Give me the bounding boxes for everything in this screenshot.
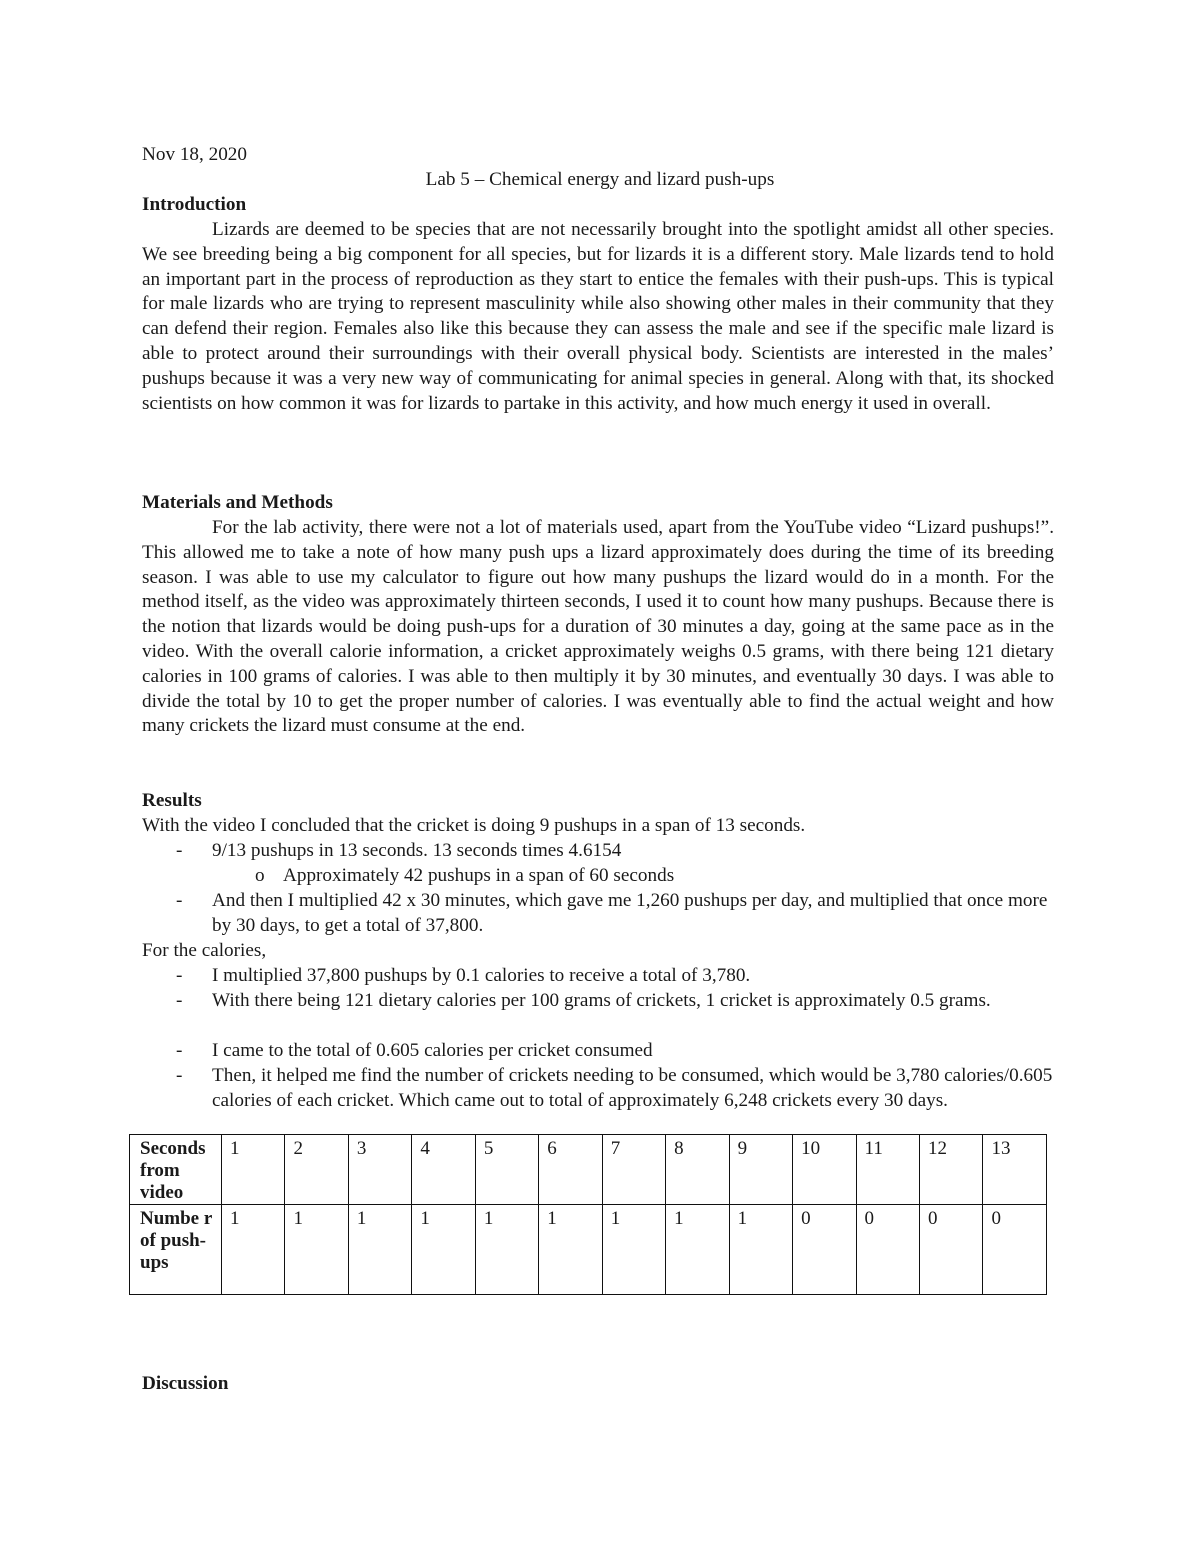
- materials-heading: Materials and Methods: [142, 492, 333, 513]
- table-cell: 8: [666, 1135, 729, 1205]
- table-cell: 1: [222, 1205, 285, 1295]
- table-cell: 3: [348, 1135, 411, 1205]
- list-item-text: I multiplied 37,800 pushups by 0.1 calories to receive a total of 3,780.: [212, 965, 751, 986]
- table-cell: 0: [793, 1205, 856, 1295]
- dash-marker: -: [176, 1065, 183, 1086]
- table-cell: 1: [729, 1205, 792, 1295]
- sub-list-item-text: Approximately 42 pushups in a span of 60 seconds: [283, 865, 675, 886]
- table-cell: 0: [919, 1205, 982, 1295]
- table-cell: 1: [285, 1205, 348, 1295]
- introduction-heading: Introduction: [142, 194, 247, 215]
- table-row-header: Numbe r of push-ups: [130, 1205, 222, 1295]
- table-cell: 1: [475, 1205, 538, 1295]
- table-cell: 7: [602, 1135, 665, 1205]
- table-cell: 1: [412, 1205, 475, 1295]
- table-cell: 11: [856, 1135, 919, 1205]
- table-row: [130, 1205, 1047, 1295]
- list-item-text: Then, it helped me find the number of crickets needing to be consumed, which would be 3,780 calories/0.605 calories of each cricket. Which came out to total of approximately 6,248 crickets every 30 days.: [212, 1065, 1053, 1111]
- dash-marker: -: [176, 1040, 183, 1061]
- introduction-text: Lizards are deemed to be species that are not necessarily brought into the spotlight amidst all other species. We see breeding being a big component for all species, but for lizards it is a different story. Male lizards tend to hold an important part in the process of reproduction as they start to entice the females with their push-ups. This is typical for male lizards who are trying to represent masculinity while also showing other males in their community that they can defend their region. Females also like this because they can assess the male and see if the specific male lizard is able to protect around their surroundings with their overall physical body. Scientists are interested in the males’ pushups because it was a very new way of communicating for animal species in general. Along with that, its shocked scientists on how common it was for lizards to partake in this activity, and how much energy it used in overall.: [142, 219, 1054, 414]
- table-cell: 5: [475, 1135, 538, 1205]
- calories-intro: For the calories,: [142, 940, 267, 961]
- dash-marker: -: [176, 965, 183, 986]
- list-item-text: 9/13 pushups in 13 seconds. 13 seconds times 4.6154: [212, 840, 622, 861]
- table-cell: 1: [539, 1205, 602, 1295]
- table-cell: 13: [983, 1135, 1047, 1205]
- materials-paragraph: [142, 516, 1054, 739]
- sub-bullet-marker: o: [255, 865, 265, 886]
- dash-marker: -: [176, 990, 183, 1011]
- pushups-table: [129, 1134, 1047, 1295]
- table-cell: 1: [666, 1205, 729, 1295]
- document-title: Lab 5 – Chemical energy and lizard push-ups: [425, 169, 775, 190]
- table-cell: 1: [348, 1205, 411, 1295]
- dash-marker: -: [176, 840, 183, 861]
- table-cell: 9: [729, 1135, 792, 1205]
- table-cell: 0: [856, 1205, 919, 1295]
- materials-text: For the lab activity, there were not a lot of materials used, apart from the YouTube video “Lizard pushups!”. This allowed me to take a note of how many push ups a lizard approximately does during the time of its breeding season. I was able to use my calculator to figure out how many pushups the lizard would do in a month. For the method itself, as the video was approximately thirteen seconds, I used it to count how many pushups. Because there is the notion that lizards would be doing push-ups for a duration of 30 minutes a day, going at the same pace as in the video. With the overall calorie information, a cricket approximately weighs 0.5 grams, with there being 121 dietary calories in 100 grams of calories. I was able to then multiply it by 30 minutes, and eventually 30 days. I was able to divide the total by 10 to get the proper number of calories. I was eventually able to find the actual weight and how many crickets the lizard must consume at the end.: [142, 517, 1054, 737]
- table-cell: 4: [412, 1135, 475, 1205]
- list-item-text: And then I multiplied 42 x 30 minutes, which gave me 1,260 pushups per day, and multiplied that once more by 30 days, to get a total of 37,800.: [212, 890, 1048, 936]
- dash-marker: -: [176, 890, 183, 911]
- list-item-text: With there being 121 dietary calories per 100 grams of crickets, 1 cricket is approximately 0.5 grams.: [212, 990, 991, 1011]
- introduction-paragraph: [142, 218, 1054, 416]
- list-item-text: I came to the total of 0.605 calories per cricket consumed: [212, 1040, 653, 1061]
- table-row: [130, 1135, 1047, 1205]
- discussion-heading: Discussion: [142, 1373, 229, 1394]
- results-intro: With the video I concluded that the cricket is doing 9 pushups in a span of 13 seconds.: [142, 815, 806, 836]
- table-cell: 10: [793, 1135, 856, 1205]
- table-row-header: Seconds from video: [130, 1135, 222, 1205]
- results-heading: Results: [142, 790, 202, 811]
- table-cell: 6: [539, 1135, 602, 1205]
- table-cell: 2: [285, 1135, 348, 1205]
- table-cell: 1: [602, 1205, 665, 1295]
- document-date: Nov 18, 2020: [142, 144, 247, 165]
- table-cell: 0: [983, 1205, 1047, 1295]
- table-cell: 1: [222, 1135, 285, 1205]
- table-cell: 12: [919, 1135, 982, 1205]
